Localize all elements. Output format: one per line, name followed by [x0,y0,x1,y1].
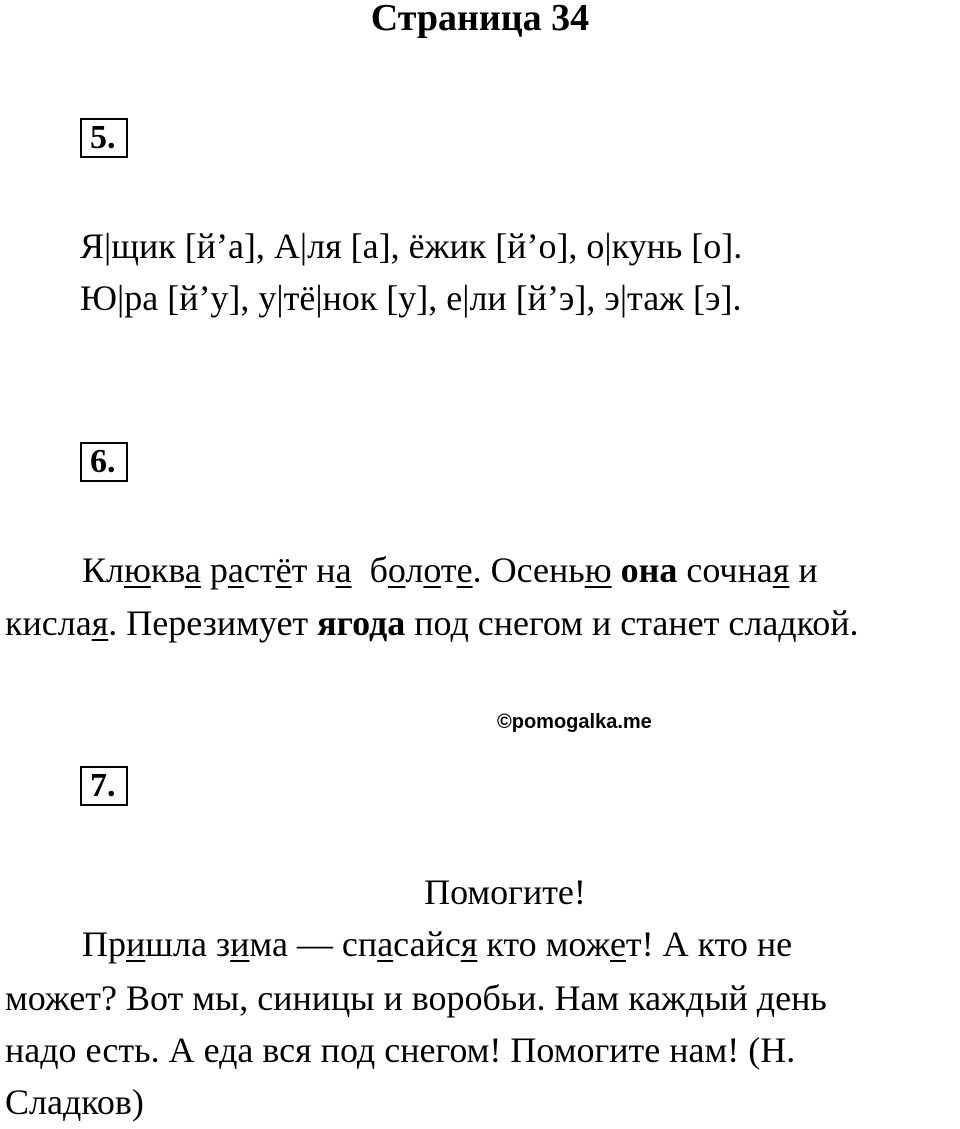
text-segment: т [440,550,457,590]
text-segment: под снегом и станет сладкой. [405,603,859,643]
underlined-letter: ю [584,550,612,590]
exercise-number-5: 5. [80,118,128,158]
page-title: Страница 34 [370,0,590,39]
text-segment: сайс [393,924,461,964]
text-segment: л [405,550,424,590]
text-segment: кисла [5,603,92,643]
ex7-line-4: Сладков) [5,1082,144,1122]
ex7-line-3: надо есть. А еда вся под снегом! Помогите нам! (Н. [5,1030,796,1070]
story-title: Помогите! [424,872,586,912]
text-segment: Пр [82,924,126,964]
text-segment: . Перезимует [108,603,318,643]
ex5-line-2: Ю|ра [й’у], у|тё|нок [у], е|ли [й’э], э|таж [э]. [80,278,742,318]
text-segment: сочна [677,550,773,590]
text-segment: б [351,550,388,590]
text-segment: шла з [145,924,231,964]
underlined-letter: а [377,924,394,964]
underlined-letter: я [91,603,109,643]
underlined-letter: о [387,550,406,590]
exercise-number-6: 6. [80,442,128,482]
text-segment: ма — сп [249,924,378,964]
underlined-letter: я [460,924,478,964]
ex6-line-1 [82,544,818,596]
underlined-letter: о [423,550,441,590]
underlined-letter: а [335,550,352,590]
underlined-letter: ё [275,550,292,590]
text-segment [612,550,621,590]
underlined-letter: и [230,924,250,964]
underlined-letter: е [456,550,473,590]
ex7-line-1 [82,918,792,970]
text-segment: и [789,550,818,590]
ex6-line-2 [5,597,859,649]
text-segment: Кл [82,550,124,590]
text-segment: р [200,550,228,590]
text-segment: кв [150,550,185,590]
underlined-letter: я [772,550,790,590]
ex7-line-2: может? Вот мы, синицы и воробьи. Нам каждый день [5,978,827,1018]
underlined-letter: а [184,550,201,590]
bold-word: ягода [317,603,406,643]
text-segment: т! А кто не [625,924,793,964]
text-segment: т н [291,550,336,590]
text-segment: кто мож [477,924,610,964]
underlined-letter: е [609,924,626,964]
text-segment: ст [243,550,276,590]
text-segment: . Осень [472,550,585,590]
ex5-line-1: Я|щик [й’а], А|ля [а], ёжик [й’о], о|кунь [о]. [80,226,743,266]
underlined-letter: а [227,550,244,590]
bold-word: она [620,550,678,590]
underlined-letter: и [126,924,146,964]
exercise-number-7: 7. [80,766,128,806]
watermark: ©pomogalka.me [497,711,652,733]
underlined-letter: ю [123,550,151,590]
